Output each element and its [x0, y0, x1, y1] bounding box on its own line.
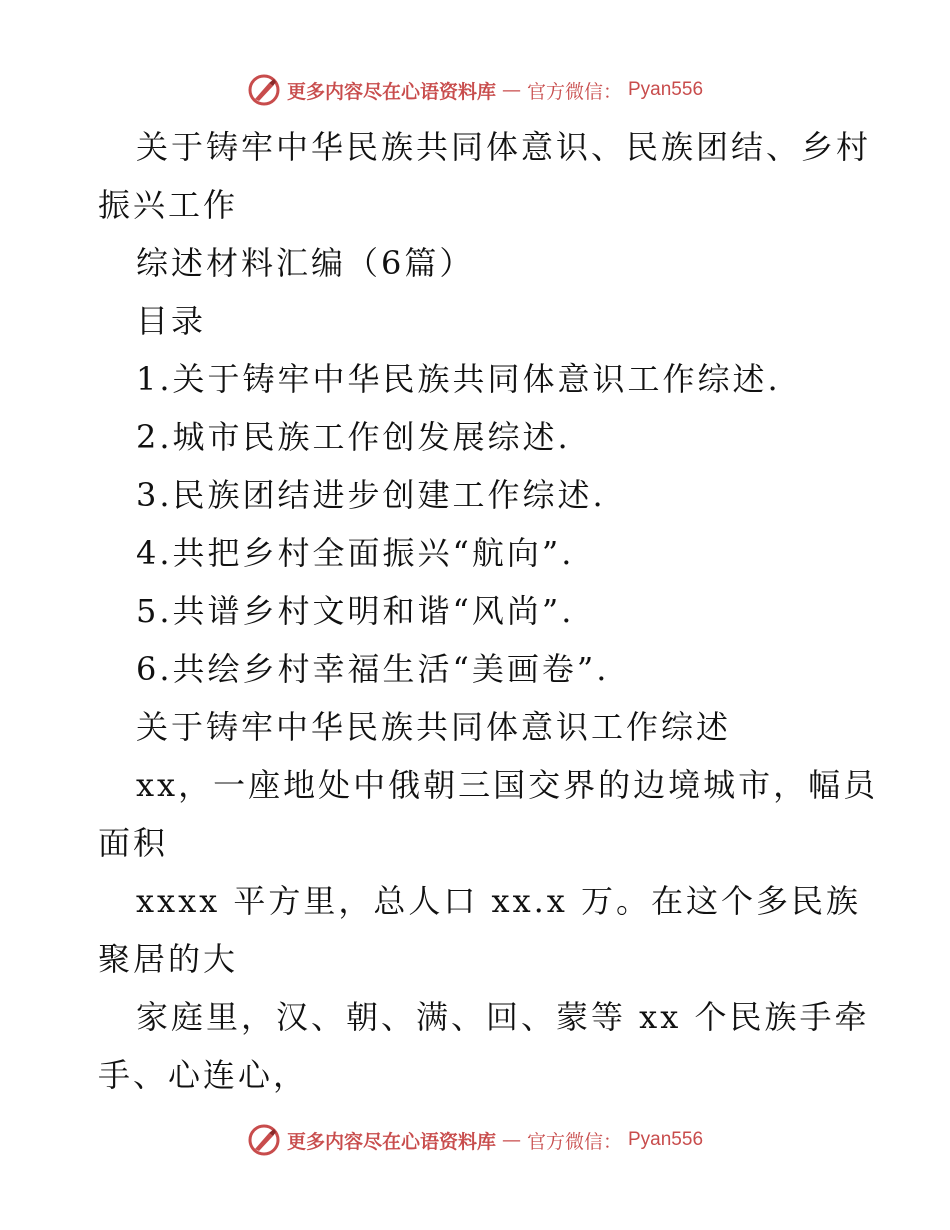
subtitle-line: 综述材料汇编（6篇） [136, 244, 475, 282]
footer-watermark [0, 1120, 950, 1160]
paragraph-line: xx，一座地处中俄朝三国交界的边境城市，幅员 [136, 766, 879, 804]
watermark-id: Pyan556 [628, 1129, 704, 1150]
watermark-text: 更多内容尽在心语资料库 [286, 1130, 496, 1153]
pen-logo-icon [247, 1123, 281, 1157]
toc-heading: 目录 [136, 302, 207, 340]
watermark-text: 更多内容尽在心语资料库 [286, 80, 496, 103]
toc-item-4: 4.共把乡村全面振兴“航向”. [136, 534, 575, 572]
toc-item-2: 2.城市民族工作创发展综述. [136, 418, 571, 456]
paragraph-line: xxxx 平方里，总人口 xx.x 万。在这个多民族 [136, 882, 862, 920]
paragraph-line: 面积 [98, 824, 169, 862]
title-line-1: 关于铸牢中华民族共同体意识、民族团结、乡村 [136, 128, 872, 166]
watermark-separator: — [501, 1129, 521, 1151]
watermark-id: Pyan556 [628, 79, 704, 100]
watermark-label: 官方微信： [526, 80, 622, 103]
pen-logo-icon [247, 73, 281, 107]
watermark-label: 官方微信： [526, 1130, 622, 1153]
toc-item-6: 6.共绘乡村幸福生活“美画卷”. [136, 650, 610, 688]
toc-item-1: 1.关于铸牢中华民族共同体意识工作综述. [136, 360, 781, 398]
paragraph-line: 家庭里，汉、朝、满、回、蒙等 xx 个民族手牵 [136, 998, 870, 1036]
toc-item-5: 5.共谱乡村文明和谐“风尚”. [136, 592, 575, 630]
title-line-2: 振兴工作 [98, 186, 239, 224]
document-body [98, 118, 879, 1104]
watermark-separator: — [501, 79, 521, 101]
section-heading: 关于铸牢中华民族共同体意识工作综述 [136, 708, 732, 746]
toc-item-3: 3.民族团结进步创建工作综述. [136, 476, 606, 514]
paragraph-line: 聚居的大 [98, 940, 239, 978]
paragraph-line: 手、心连心， [98, 1056, 309, 1094]
header-watermark [0, 70, 950, 110]
